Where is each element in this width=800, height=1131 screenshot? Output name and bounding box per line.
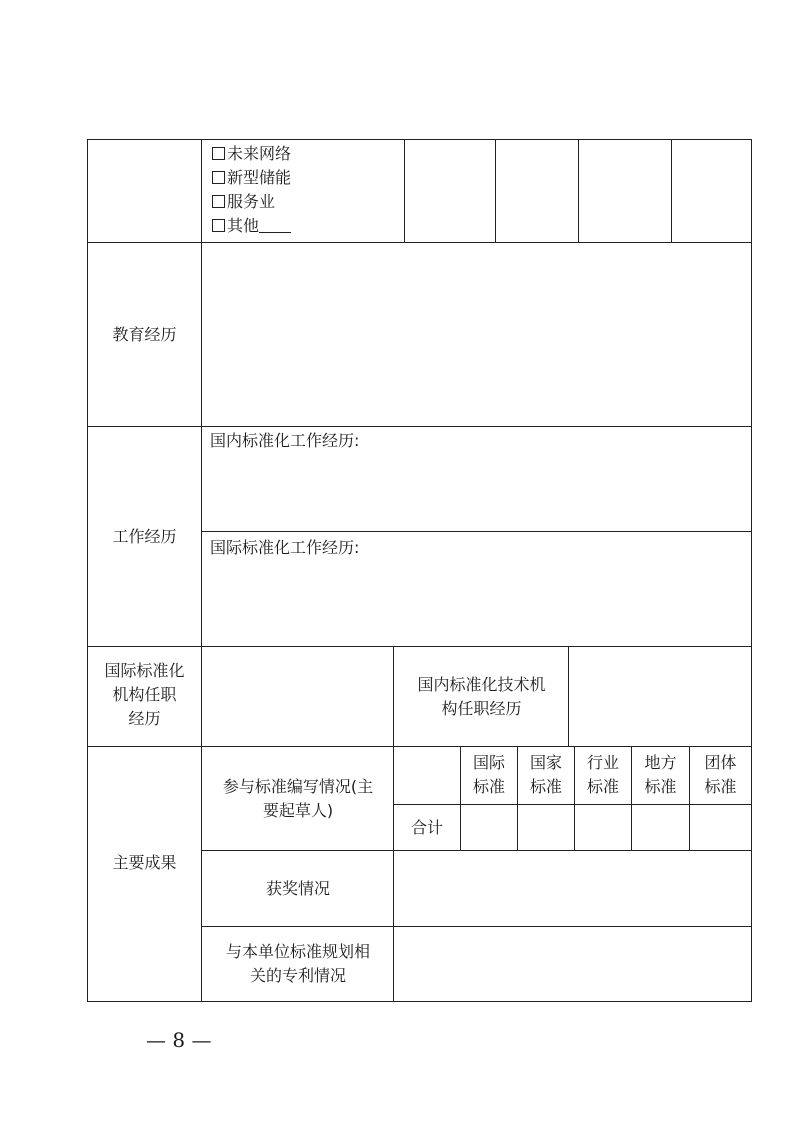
total-label: 合计 [410,818,443,837]
col-industry-standard: 行业 标准 [586,753,619,796]
option-label: 新型储能 [227,168,292,187]
checkbox-icon[interactable] [212,171,225,184]
education-label: 教育经历 [112,325,177,344]
total-national-field[interactable] [519,806,573,849]
achievements-label: 主要成果 [112,853,177,872]
education-field[interactable] [203,244,750,425]
awards-field[interactable] [395,852,750,925]
option-service-industry[interactable] [212,190,275,214]
domestic-work-field[interactable] [203,455,750,530]
domestic-work-label: 国内标准化工作经历: [210,431,360,450]
total-industry-field[interactable] [576,806,630,849]
option-label: 未来网络 [227,144,292,163]
work-label: 工作经历 [112,527,177,546]
intl-post-field[interactable] [203,648,392,745]
col-local-standard: 地方 标准 [644,753,677,796]
patents-label: 与本单位标准规划相 关的专利情况 [225,942,370,985]
checkbox-icon[interactable] [212,147,225,160]
international-work-field[interactable] [203,562,750,645]
option-new-energy-storage[interactable] [212,166,291,190]
checkbox-icon[interactable] [212,195,225,208]
option-label: 其他 [227,216,260,235]
total-international-field[interactable] [462,806,516,849]
other-blank-field[interactable] [259,218,291,233]
col-international-standard: 国际 标准 [472,753,505,796]
page-number: — 8 — [146,1028,212,1052]
standards-participation-label: 参与标准编写情况(主 要起草人) [222,777,374,820]
international-work-label: 国际标准化工作经历: [210,538,360,557]
col-national-standard: 国家 标准 [529,753,562,796]
domestic-post-label: 国内标准化技术机 构任职经历 [417,675,546,718]
patents-field[interactable] [395,928,750,1000]
awards-label: 获奖情况 [265,879,330,898]
option-future-network[interactable] [212,142,291,166]
option-label: 服务业 [227,192,276,211]
intl-post-label: 国际标准化 机构任职 经历 [104,661,185,728]
domestic-post-field[interactable] [570,648,750,745]
total-group-field[interactable] [691,806,750,849]
option-other[interactable] [212,214,291,238]
col-group-standard: 团体 标准 [704,753,737,796]
checkbox-icon[interactable] [212,219,225,232]
total-local-field[interactable] [633,806,688,849]
